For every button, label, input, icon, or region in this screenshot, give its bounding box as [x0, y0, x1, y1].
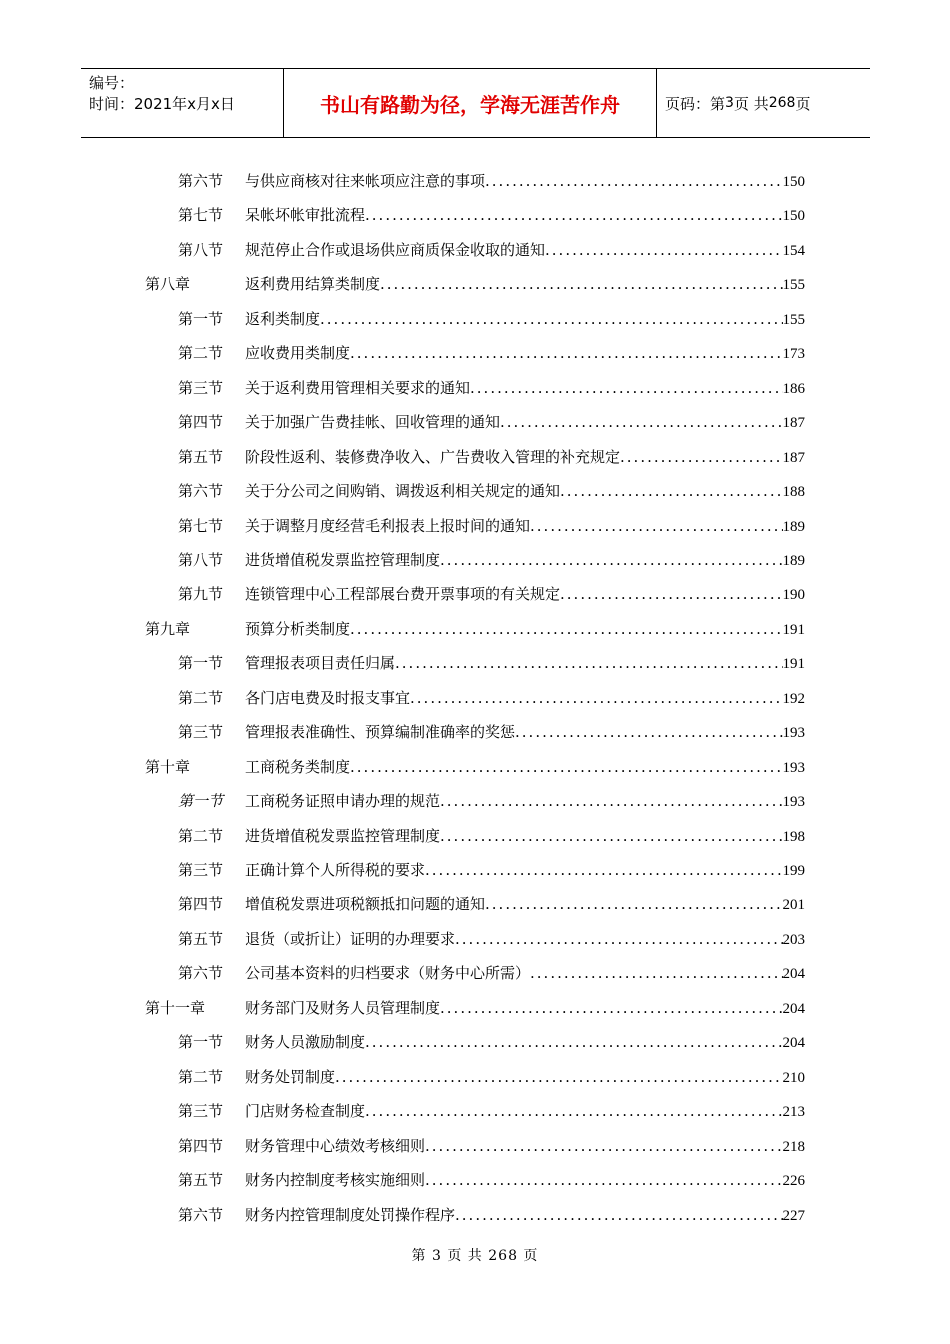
toc-section-row[interactable] [178, 1134, 805, 1158]
toc-label: 第七节 [178, 206, 224, 225]
toc-section-row[interactable] [178, 548, 805, 572]
page-suffix: 页 [795, 94, 811, 113]
toc-page-number: 193 [782, 759, 805, 776]
toc-label: 第一节 [178, 309, 224, 328]
toc-section-row[interactable] [178, 651, 805, 675]
toc-page-number: 188 [782, 484, 805, 501]
toc-title: 关于加强广告费挂帐、回收管理的通知 [245, 413, 501, 432]
toc-page-number: 191 [782, 621, 805, 638]
toc-title: 增值税发票进项税额抵扣问题的通知 [245, 895, 486, 914]
toc-section-row[interactable] [178, 961, 805, 985]
toc-leader-dots [455, 1203, 782, 1227]
toc-leader-dots [485, 892, 782, 916]
toc-page-number: 150 [782, 174, 805, 190]
toc-section-row[interactable] [178, 445, 805, 469]
toc-chapter-row[interactable] [145, 272, 805, 296]
toc-title: 阶段性返利、装修费净收入、广告费收入管理的补充规定 [245, 447, 621, 466]
toc-leader-dots [380, 272, 782, 296]
toc-leader-dots [395, 651, 782, 675]
toc-title: 返利类制度 [245, 309, 321, 328]
toc-title: 财务部门及财务人员管理制度 [245, 998, 441, 1017]
toc-label: 第四节 [178, 895, 224, 914]
toc-label: 第五节 [178, 1171, 224, 1190]
toc-label: 第五节 [178, 929, 224, 948]
toc-section-row[interactable] [178, 789, 805, 813]
header-page-info [657, 69, 870, 137]
toc-label: 第八节 [178, 550, 224, 569]
toc-label: 第五节 [178, 447, 224, 466]
toc-page-number: 155 [782, 277, 805, 294]
toc-leader-dots [560, 582, 782, 606]
toc-label: 第八章 [145, 275, 191, 294]
toc-label: 第九节 [178, 585, 224, 604]
toc-leader-dots [440, 824, 782, 848]
toc-title: 工商税务类制度 [245, 757, 351, 776]
toc-title: 财务内控制度考核实施细则 [245, 1171, 426, 1190]
toc-label: 第二节 [178, 826, 224, 845]
toc-section-row[interactable] [178, 169, 805, 193]
toc-leader-dots [350, 617, 782, 641]
toc-leader-dots [350, 755, 782, 779]
toc-label: 第三节 [178, 723, 224, 742]
toc-section-row[interactable] [178, 824, 805, 848]
toc-leader-dots [365, 203, 782, 227]
toc-label: 第七节 [178, 516, 224, 535]
toc-section-row[interactable] [178, 1099, 805, 1123]
page-header [81, 68, 870, 138]
toc-title: 财务人员激励制度 [245, 1033, 366, 1052]
toc-label: 第二节 [178, 688, 224, 707]
toc-page-number: 154 [782, 242, 805, 259]
toc-section-row[interactable] [178, 238, 805, 262]
toc-section-row[interactable] [178, 203, 805, 227]
toc-section-row[interactable] [178, 858, 805, 882]
toc-leader-dots [425, 1134, 782, 1158]
toc-title: 关于调整月度经营毛利报表上报时间的通知 [245, 516, 531, 535]
toc-chapter-row[interactable] [145, 996, 805, 1020]
toc-leader-dots [560, 479, 782, 503]
toc-leader-dots [440, 996, 782, 1020]
toc-label: 第六节 [178, 482, 224, 501]
toc-page-number: 226 [782, 1173, 805, 1190]
toc-label: 第一节 [178, 1033, 224, 1052]
toc-leader-dots [545, 238, 782, 262]
toc-title: 财务管理中心绩效考核细则 [245, 1136, 426, 1155]
header-motto: 书山有路勤为径，学海无涯苦作舟 [283, 69, 657, 137]
toc-page-number: 227 [782, 1207, 805, 1224]
toc-title: 各门店电费及时报支事宜 [245, 688, 411, 707]
toc-label: 第四节 [178, 413, 224, 432]
toc-page-number: 173 [782, 346, 805, 363]
toc-page-number: 187 [782, 415, 805, 432]
toc-section-row[interactable] [178, 410, 805, 434]
toc-title: 与供应商核对往来帐项应注意的事项 [245, 172, 486, 190]
toc-chapter-row[interactable] [145, 617, 805, 641]
toc-leader-dots [410, 686, 782, 710]
toc-title: 呆帐坏帐审批流程 [245, 206, 366, 225]
toc-label: 第六节 [178, 1205, 224, 1224]
toc-page-number: 204 [782, 966, 805, 983]
toc-section-row[interactable] [178, 720, 805, 744]
toc-label: 第二节 [178, 344, 224, 363]
toc-page-number: 204 [782, 1035, 805, 1052]
toc-section-row[interactable] [178, 341, 805, 365]
toc-section-row[interactable] [178, 307, 805, 331]
toc-title: 门店财务检查制度 [245, 1102, 366, 1121]
toc-title: 公司基本资料的归档要求（财务中心所需） [245, 964, 531, 983]
toc-title: 进货增值税发票监控管理制度 [245, 826, 441, 845]
toc-section-row[interactable] [178, 1030, 805, 1054]
toc-page-number: 204 [782, 1000, 805, 1017]
toc-page-number: 218 [782, 1138, 805, 1155]
toc-label: 第四节 [178, 1136, 224, 1155]
toc-label: 第一节 [178, 792, 224, 811]
doc-date-label: 时间：2021年x月x日 [89, 95, 235, 113]
toc-page-number: 191 [782, 656, 805, 673]
toc-title: 规范停止合作或退场供应商质保金收取的通知 [245, 240, 546, 259]
toc-page-number: 198 [782, 828, 805, 845]
toc-page-number: 186 [782, 380, 805, 397]
toc-section-row[interactable] [178, 479, 805, 503]
toc-leader-dots [440, 789, 782, 813]
toc-page-number: 150 [782, 208, 805, 225]
toc-page-number: 201 [782, 897, 805, 914]
toc-section-row[interactable] [178, 582, 805, 606]
toc-page-number: 189 [782, 552, 805, 569]
toc-label: 第十一章 [145, 998, 206, 1017]
toc-title: 预算分析类制度 [245, 619, 351, 638]
toc-leader-dots [365, 1030, 782, 1054]
toc-leader-dots [455, 927, 782, 951]
toc-label: 第一节 [178, 654, 224, 673]
toc-label: 第三节 [178, 378, 224, 397]
toc-title: 财务内控管理制度处罚操作程序 [245, 1205, 456, 1224]
toc-leader-dots [485, 169, 782, 193]
toc-leader-dots [320, 307, 782, 331]
toc-page-number: 203 [782, 931, 805, 948]
toc-section-row[interactable] [178, 927, 805, 951]
page-number: 3 [725, 95, 734, 111]
toc-section-row[interactable] [178, 1203, 805, 1227]
toc-page-number: 213 [782, 1104, 805, 1121]
toc-leader-dots [470, 376, 782, 400]
toc-section-row[interactable] [178, 514, 805, 538]
toc-label: 第六节 [178, 964, 224, 983]
toc-label: 第八节 [178, 240, 224, 259]
toc-page-number: 190 [782, 587, 805, 604]
toc-label: 第三节 [178, 861, 224, 879]
toc-section-row[interactable] [178, 892, 805, 916]
toc-title: 连锁管理中心工程部展台费开票事项的有关规定 [245, 585, 561, 604]
toc-section-row[interactable] [178, 686, 805, 710]
toc-leader-dots [440, 548, 782, 572]
toc-label: 第二节 [178, 1067, 224, 1086]
page-mid: 页 共 [733, 94, 769, 113]
toc-title: 应收费用类制度 [245, 344, 351, 363]
toc-section-row[interactable] [178, 1065, 805, 1089]
toc-label: 第三节 [178, 1102, 224, 1121]
toc-title: 关于分公司之间购销、调拨返利相关规定的通知 [245, 482, 561, 501]
toc-title: 关于返利费用管理相关要求的通知 [245, 378, 471, 397]
toc-leader-dots [335, 1065, 782, 1089]
toc-leader-dots [530, 514, 782, 538]
toc-title: 退货（或折让）证明的办理要求 [245, 929, 456, 948]
toc-page-number: 199 [782, 863, 805, 879]
toc-label: 第十章 [145, 757, 191, 776]
toc-chapter-row[interactable] [145, 755, 805, 779]
toc-leader-dots [620, 445, 782, 469]
toc-title: 管理报表准确性、预算编制准确率的奖惩 [245, 723, 516, 742]
toc-page-number: 193 [782, 794, 805, 811]
toc-leader-dots [425, 858, 782, 882]
toc-page-number: 187 [782, 449, 805, 466]
doc-code-label: 编号： [89, 74, 135, 92]
toc-label: 第六节 [178, 172, 224, 190]
toc-leader-dots [515, 720, 782, 744]
toc-section-row[interactable] [178, 376, 805, 400]
toc-title: 管理报表项目责任归属 [245, 654, 396, 673]
toc-leader-dots [530, 961, 782, 985]
toc-title: 进货增值税发票监控管理制度 [245, 550, 441, 569]
toc-leader-dots [425, 1168, 782, 1192]
toc-title: 财务处罚制度 [245, 1067, 336, 1086]
toc-page-number: 192 [782, 690, 805, 707]
toc-label: 第九章 [145, 619, 191, 638]
page-prefix: 页码：第 [665, 94, 726, 113]
page-total: 268 [768, 95, 796, 111]
toc-leader-dots [350, 341, 782, 365]
toc-title: 正确计算个人所得税的要求 [245, 861, 426, 879]
page-footer: 第 3 页 共 268 页 [411, 1248, 539, 1264]
toc-page-number: 155 [782, 311, 805, 328]
toc-section-row[interactable] [178, 1168, 805, 1192]
header-meta [81, 69, 283, 137]
toc-page-number: 193 [782, 725, 805, 742]
toc-title: 返利费用结算类制度 [245, 275, 381, 294]
toc-leader-dots [365, 1099, 782, 1123]
toc-page-number: 210 [782, 1069, 805, 1086]
toc-leader-dots [500, 410, 782, 434]
toc-title: 工商税务证照申请办理的规范 [245, 792, 441, 811]
toc-page-number: 189 [782, 518, 805, 535]
